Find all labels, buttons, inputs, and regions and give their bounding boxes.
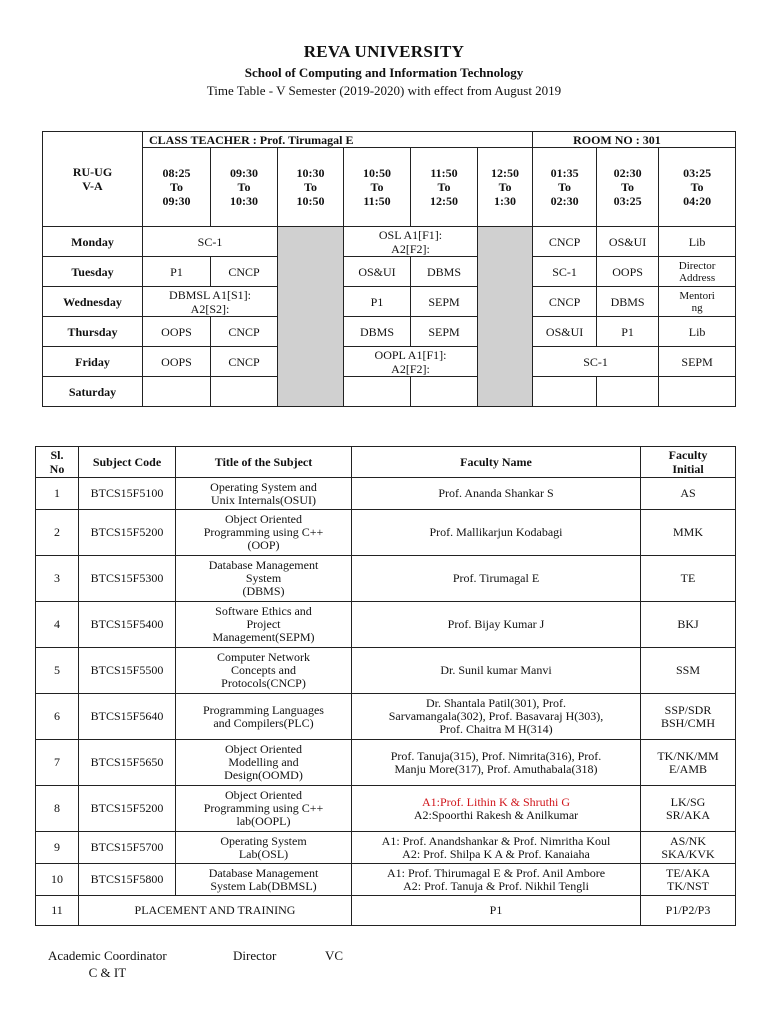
faculty-cell: Prof. Tirumagal E [352, 556, 641, 602]
time-slot: 10:50 To 11:50 [344, 148, 411, 227]
period-cell: OS&UI [597, 227, 659, 257]
period-cell [597, 377, 659, 407]
director-signature: Director [233, 948, 277, 963]
time-slot: 08:25 To 09:30 [143, 148, 211, 227]
vc-signature: VC [325, 948, 344, 963]
period-cell [411, 377, 478, 407]
code-cell: BTCS15F5700 [79, 832, 176, 864]
title-cell: Operating System Lab(OSL) [176, 832, 352, 864]
initial-cell: MMK [641, 510, 736, 556]
table-row [36, 832, 736, 864]
period-cell [344, 377, 411, 407]
initial-cell: P1/P2/P3 [641, 896, 736, 926]
period-cell [211, 377, 278, 407]
title-cell: Object Oriented Modelling and Design(OOMD) [176, 740, 352, 786]
faculty-cell: Prof. Tanuja(315), Prof. Nimrita(316), Prof. Manju More(317), Prof. Amuthabala(318) [352, 740, 641, 786]
col-header-title: Title of the Subject [176, 447, 352, 478]
day-row-tuesday [43, 257, 736, 287]
document-header [0, 42, 768, 100]
faculty-cell: Prof. Bijay Kumar J [352, 602, 641, 648]
time-slot: 11:50 To 12:50 [411, 148, 478, 227]
col-header-faculty: Faculty Name [352, 447, 641, 478]
code-cell: BTCS15F5400 [79, 602, 176, 648]
col-header-code: Subject Code [79, 447, 176, 478]
period-cell: CNCP [533, 227, 597, 257]
initial-cell: AS/NK SKA/KVK [641, 832, 736, 864]
period-cell: SC-1 [533, 257, 597, 287]
code-cell: BTCS15F5650 [79, 740, 176, 786]
table-row [36, 694, 736, 740]
day-row-saturday [43, 377, 736, 407]
day-label: Monday [43, 227, 143, 257]
period-cell: OOPS [143, 347, 211, 377]
period-cell: DBMS [597, 287, 659, 317]
day-row-monday [43, 227, 736, 257]
day-row-thursday [43, 317, 736, 347]
sl-cell: 10 [36, 864, 79, 896]
code-cell: BTCS15F5500 [79, 648, 176, 694]
period-cell: P1 [344, 287, 411, 317]
period-cell: OOPL A1[F1]: A2[F2]: [344, 347, 478, 377]
initial-cell: TK/NK/MM E/AMB [641, 740, 736, 786]
col-header-initial: Faculty Initial [641, 447, 736, 478]
period-cell: SC-1 [143, 227, 278, 257]
title-cell: PLACEMENT AND TRAINING [79, 896, 352, 926]
day-label: Saturday [43, 377, 143, 407]
sl-cell: 4 [36, 602, 79, 648]
faculty-cell: A1:Prof. Lithin K & Shruthi G A2:Spoorthi Rakesh & Anilkumar [352, 786, 641, 832]
timetable [42, 131, 736, 407]
title-cell: Programming Languages and Compilers(PLC) [176, 694, 352, 740]
title-cell: Database Management System (DBMS) [176, 556, 352, 602]
coordinator-signature [48, 947, 167, 981]
period-cell: OOPS [143, 317, 211, 347]
faculty-cell: A1: Prof. Anandshankar & Prof. Nimritha Koul A2: Prof. Shilpa K A & Prof. Kanaiaha [352, 832, 641, 864]
title-cell: Object Oriented Programming using C++ (OOP) [176, 510, 352, 556]
day-label: Thursday [43, 317, 143, 347]
code-cell: BTCS15F5200 [79, 786, 176, 832]
table-row [36, 864, 736, 896]
table-row [36, 478, 736, 510]
initial-cell: AS [641, 478, 736, 510]
period-cell: SEPM [659, 347, 736, 377]
table-row [36, 740, 736, 786]
code-cell: BTCS15F5640 [79, 694, 176, 740]
period-cell [659, 377, 736, 407]
day-row-wednesday [43, 287, 736, 317]
faculty-cell: A1: Prof. Thirumagal E & Prof. Anil Ambore A2: Prof. Tanuja & Prof. Nikhil Tengli [352, 864, 641, 896]
period-cell [143, 377, 211, 407]
table-row [36, 648, 736, 694]
section-code: V-A [82, 179, 103, 193]
initial-cell: TE/AKA TK/NST [641, 864, 736, 896]
period-cell: OS&UI [533, 317, 597, 347]
faculty-cell: Prof. Mallikarjun Kodabagi [352, 510, 641, 556]
coordinator-dept: C & IT [88, 965, 127, 980]
period-cell [533, 377, 597, 407]
day-row-friday [43, 347, 736, 377]
day-label: Friday [43, 347, 143, 377]
sl-cell: 8 [36, 786, 79, 832]
period-cell: Lib [659, 227, 736, 257]
class-code-cell [43, 132, 143, 227]
period-cell: DBMS [411, 257, 478, 287]
period-cell: SEPM [411, 317, 478, 347]
school-name: School of Computing and Information Technology [244, 65, 524, 80]
period-cell: CNCP [211, 317, 278, 347]
subject-rows [36, 478, 736, 896]
period-cell: CNCP [533, 287, 597, 317]
sl-cell: 6 [36, 694, 79, 740]
table-row [36, 602, 736, 648]
time-slot: 01:35 To 02:30 [533, 148, 597, 227]
time-slot: 02:30 To 03:25 [597, 148, 659, 227]
break-column-lunch [478, 227, 533, 407]
sl-cell: 9 [36, 832, 79, 864]
sl-cell: 7 [36, 740, 79, 786]
university-name: REVA UNIVERSITY [303, 42, 465, 61]
period-cell: CNCP [211, 257, 278, 287]
code-cell: BTCS15F5200 [79, 510, 176, 556]
period-cell: Director Address [659, 257, 736, 287]
code-cell: BTCS15F5100 [79, 478, 176, 510]
time-slot: 09:30 To 10:30 [211, 148, 278, 227]
sl-cell: 11 [36, 896, 79, 926]
faculty-cell: Dr. Shantala Patil(301), Prof. Sarvamangala(302), Prof. Basavaraj H(303), Prof. Chaitra M H(314) [352, 694, 641, 740]
period-cell: P1 [143, 257, 211, 287]
sl-cell: 2 [36, 510, 79, 556]
initial-cell: BKJ [641, 602, 736, 648]
period-cell: P1 [597, 317, 659, 347]
period-cell: DBMS [344, 317, 411, 347]
subjects-header-row [36, 447, 736, 478]
table-row [36, 556, 736, 602]
time-slot: 03:25 To 04:20 [659, 148, 736, 227]
faculty-cell: P1 [352, 896, 641, 926]
subjects-table [35, 446, 736, 926]
table-row [36, 896, 736, 926]
timetable-title: Time Table - V Semester (2019-2020) with effect from August 2019 [206, 83, 562, 98]
faculty-highlight: A1:Prof. Lithin K & Shruthi G [421, 794, 570, 809]
initial-cell: LK/SG SR/AKA [641, 786, 736, 832]
time-slot: 12:50 To 1:30 [478, 148, 533, 227]
day-label: Wednesday [43, 287, 143, 317]
title-cell: Operating System and Unix Internals(OSUI) [176, 478, 352, 510]
sl-cell: 3 [36, 556, 79, 602]
period-cell: OS&UI [344, 257, 411, 287]
initial-cell: SSM [641, 648, 736, 694]
room-number: ROOM NO : 301 [533, 132, 736, 148]
time-slot: 10:30 To 10:50 [278, 148, 344, 227]
faculty-cell: Prof. Ananda Shankar S [352, 478, 641, 510]
code-cell: BTCS15F5300 [79, 556, 176, 602]
table-row [36, 786, 736, 832]
coordinator-title: Academic Coordinator [48, 948, 167, 963]
period-cell: OSL A1[F1]: A2[F2]: [344, 227, 478, 257]
period-cell: SC-1 [533, 347, 659, 377]
period-cell: CNCP [211, 347, 278, 377]
title-cell: Software Ethics and Project Management(SEPM) [176, 602, 352, 648]
title-cell: Computer Network Concepts and Protocols(CNCP) [176, 648, 352, 694]
period-cell: Lib [659, 317, 736, 347]
sl-cell: 5 [36, 648, 79, 694]
title-cell: Database Management System Lab(DBMSL) [176, 864, 352, 896]
break-column-morning [278, 227, 344, 407]
day-label: Tuesday [43, 257, 143, 287]
period-cell: Mentori ng [659, 287, 736, 317]
initial-cell: TE [641, 556, 736, 602]
period-cell: OOPS [597, 257, 659, 287]
program-code: RU-UG [72, 165, 113, 179]
code-cell: BTCS15F5800 [79, 864, 176, 896]
period-cell: DBMSL A1[S1]: A2[S2]: [143, 287, 278, 317]
title-cell: Object Oriented Programming using C++ lab(OOPL) [176, 786, 352, 832]
table-row [36, 510, 736, 556]
period-cell: SEPM [411, 287, 478, 317]
class-teacher: CLASS TEACHER : Prof. Tirumagal E [143, 132, 533, 148]
sl-cell: 1 [36, 478, 79, 510]
initial-cell: SSP/SDR BSH/CMH [641, 694, 736, 740]
faculty-cell: Dr. Sunil kumar Manvi [352, 648, 641, 694]
col-header-sl: Sl. No [36, 447, 79, 478]
